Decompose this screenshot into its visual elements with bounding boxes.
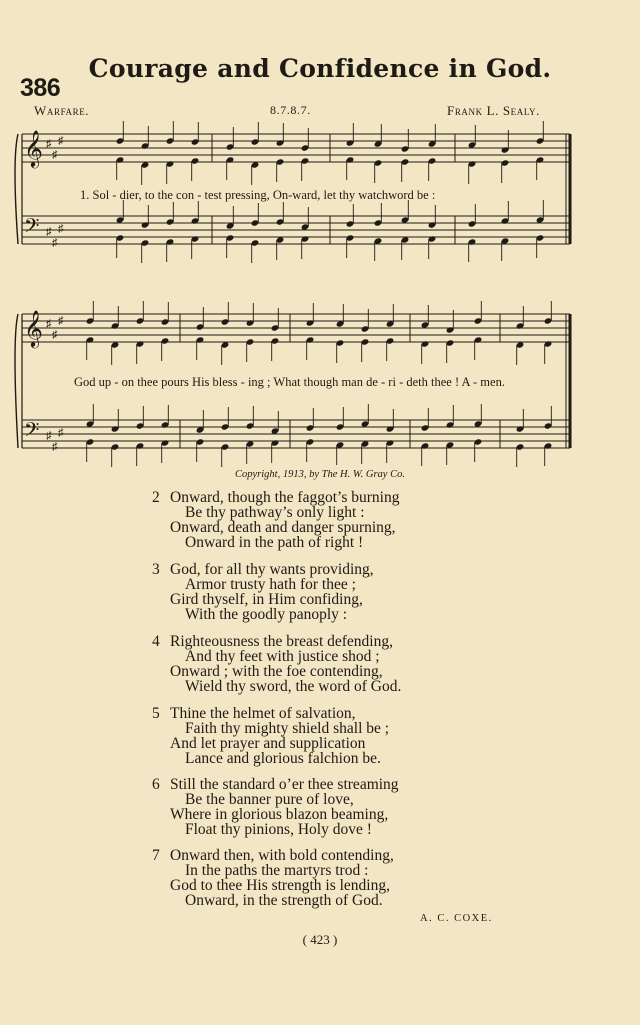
verse-line: Faith thy mighty shield shall be ;: [185, 720, 390, 737]
sharp-icon: ♯: [52, 237, 58, 249]
sharp-icon: ♯: [46, 138, 52, 150]
page-number: ( 423 ): [302, 932, 338, 947]
sharp-icon: ♯: [52, 149, 58, 161]
verse-line: Be the banner pure of love,: [185, 791, 354, 808]
verse-line: Still the standard o’er thee streaming: [170, 776, 399, 793]
brace: [15, 314, 18, 448]
verse-line: Onward in the path of right !: [185, 534, 364, 551]
verse-line: Wield thy sword, the word of God.: [185, 678, 402, 695]
verse-line: Armor trusty hath for thee ;: [185, 576, 356, 593]
verse-number: 6: [152, 776, 160, 793]
meter: 8.7.8.7.: [270, 103, 311, 117]
composer: Frank L. Sealy.: [447, 103, 540, 118]
sharp-icon: ♯: [58, 427, 64, 439]
hymn-title: Courage and Confidence in God.: [88, 54, 552, 83]
copyright-notice: Copyright, 1913, by The H. W. Gray Co.: [235, 469, 405, 480]
sharp-icon: ♯: [58, 223, 64, 235]
verse-line: God to thee His strength is lending,: [170, 877, 390, 894]
verse-number: 5: [152, 705, 160, 722]
verse-line: Where in glorious blazon beaming,: [170, 806, 389, 823]
verse-7: [152, 847, 394, 909]
verse-line: Righteousness the breast defending,: [170, 633, 393, 650]
verse-number: 2: [152, 489, 160, 506]
sharp-icon: ♯: [46, 430, 52, 442]
verse-line: With the goodly panoply :: [185, 606, 348, 623]
verse-line: Onward, death and danger spurning,: [170, 519, 396, 536]
verse-number: 4: [152, 633, 160, 650]
verse-3: [152, 561, 374, 623]
verse-line: Onward, though the faggot’s burning: [170, 489, 400, 506]
verse-number: 7: [152, 847, 160, 864]
lyric-line-2: God up - on thee pours His bless - ing ; What though man de - ri - deth thee ! A - men.: [74, 375, 505, 389]
music-system-1: [0, 120, 640, 290]
verse-line: Onward ; with the foe contending,: [170, 663, 383, 680]
verse-5: [152, 705, 390, 767]
verse-line: Lance and glorious falchion be.: [185, 750, 381, 767]
verse-line: Thine the helmet of salvation,: [170, 705, 356, 722]
verse-line: And thy feet with justice shod ;: [185, 648, 380, 665]
verse-line: Be thy pathway’s only light :: [185, 504, 365, 521]
sharp-icon: ♯: [52, 329, 58, 341]
author: A. C. COXE.: [420, 913, 493, 924]
verse-line: Gird thyself, in Him confiding,: [170, 591, 363, 608]
verse-line: And let prayer and supplication: [170, 735, 366, 752]
verse-line: Onward, in the strength of God.: [185, 892, 383, 909]
sharp-icon: ♯: [46, 226, 52, 238]
verse-line: God, for all thy wants providing,: [170, 561, 374, 578]
hymn-number: 386: [20, 74, 61, 102]
treble-clef-icon: 𝄞: [24, 309, 43, 347]
verse-number: 3: [152, 561, 160, 578]
treble-clef-icon: 𝄞: [24, 129, 43, 167]
sharp-icon: ♯: [58, 135, 64, 147]
verse-line: In the paths the martyrs trod :: [185, 862, 369, 879]
sharp-icon: ♯: [52, 441, 58, 453]
verse-6: [152, 776, 399, 838]
bass-clef-icon: 𝄢: [24, 214, 40, 242]
tune-name: Warfare.: [34, 103, 90, 118]
verse-line: Float thy pinions, Holy dove !: [185, 821, 372, 838]
sharp-icon: ♯: [58, 315, 64, 327]
verse-4: [152, 633, 402, 695]
brace: [15, 134, 18, 244]
sharp-icon: ♯: [46, 318, 52, 330]
bass-clef-icon: 𝄢: [24, 418, 40, 446]
verse-2: [152, 489, 400, 551]
lyric-line-1: 1. Sol - dier, to the con - test pressing, On-ward, let thy watchword be :: [80, 188, 436, 202]
verse-line: Onward then, with bold contending,: [170, 847, 394, 864]
